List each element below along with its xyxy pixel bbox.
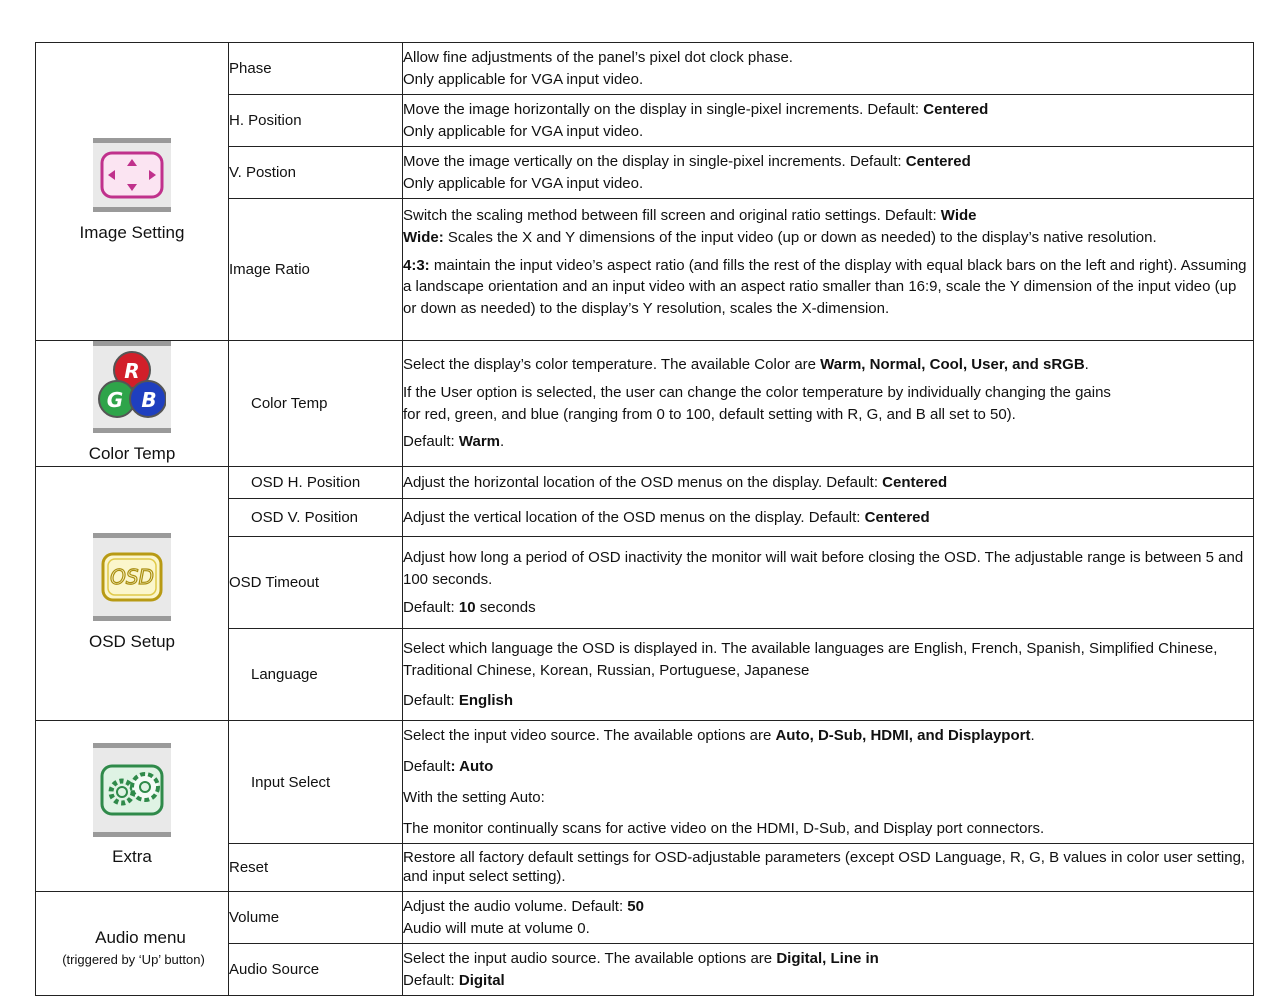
svg-text:OSD: OSD xyxy=(110,565,154,590)
setting-name: Phase xyxy=(229,43,403,95)
category-extra xyxy=(36,721,229,892)
setting-name: H. Position xyxy=(229,95,403,147)
setting-name: Language xyxy=(229,629,403,721)
setting-name: OSD H. Position xyxy=(229,467,403,499)
row-osd-h-position xyxy=(36,467,1254,499)
setting-name: Audio Source xyxy=(229,944,403,996)
setting-name: V. Postion xyxy=(229,147,403,199)
row-input-select xyxy=(36,721,1254,844)
setting-description: Select the display’s color temperature. The available Color are Warm, Normal, Cool, User, and sRGB. If the User option is selected, the user can change the color temperature by individually changing the gains for red, green, and blue (ranging from 0 to 100, default setting with R, G, and B all set to 50). Default: Warm. xyxy=(403,341,1254,467)
category-label: Extra xyxy=(112,847,152,867)
category-label: Color Temp xyxy=(88,443,176,463)
category-sublabel: (triggered by ‘Up’ button) xyxy=(62,951,205,967)
setting-description: Adjust the horizontal location of the OSD menus on the display. Default: Centered xyxy=(403,467,1254,499)
setting-description: Adjust the audio volume. Default: 50 Audio will mute at volume 0. xyxy=(403,892,1254,944)
category-color-temp xyxy=(36,341,229,467)
setting-description: Adjust how long a period of OSD inactivity the monitor will wait before closing the OSD. The adjustable range is between 5 and 100 seconds. Default: 10 seconds xyxy=(403,537,1254,629)
g-letter: G xyxy=(106,388,124,412)
setting-name: Reset xyxy=(229,844,403,892)
setting-description: Select which language the OSD is displayed in. The available languages are English, French, Spanish, Simplified Chinese, Traditional Chinese, Korean, Russian, Portuguese, Japanese Default: English xyxy=(403,629,1254,721)
category-osd-setup xyxy=(36,467,229,721)
category-label: OSD Setup xyxy=(89,631,175,651)
setting-name: Color Temp xyxy=(229,341,403,467)
setting-description: Restore all factory default settings for OSD-adjustable parameters (except OSD Language, R, G, B values in color user setting, and input select setting). xyxy=(403,844,1254,892)
image-setting-icon xyxy=(93,138,171,212)
b-letter: B xyxy=(141,388,157,412)
osd-icon xyxy=(93,533,171,621)
osd-menu-table xyxy=(35,42,1254,996)
setting-description: Select the input audio source. The available options are Digital, Line in Default: Digital xyxy=(403,944,1254,996)
category-audio-menu xyxy=(36,892,229,996)
row-volume xyxy=(36,892,1254,944)
setting-name: Volume xyxy=(229,892,403,944)
category-label: Image Setting xyxy=(79,222,185,242)
setting-name: OSD V. Position xyxy=(229,499,403,537)
gears-icon xyxy=(93,743,171,837)
setting-description: Allow fine adjustments of the panel’s pixel dot clock phase. Only applicable for VGA input video. xyxy=(403,43,1254,95)
setting-name: OSD Timeout xyxy=(229,537,403,629)
category-image-setting xyxy=(36,43,229,341)
r-letter: R xyxy=(124,359,140,383)
setting-description: Adjust the vertical location of the OSD menus on the display. Default: Centered xyxy=(403,499,1254,537)
category-label: Audio menu xyxy=(95,928,186,948)
setting-description: Move the image horizontally on the display in single-pixel increments. Default: Centered Only applicable for VGA input video. xyxy=(403,95,1254,147)
row-color-temp xyxy=(36,341,1254,467)
setting-description: Select the input video source. The available options are Auto, D-Sub, HDMI, and Displayport. Default: Auto With the setting Auto: The monitor continually scans for active video on the HDMI, D-Sub, and Display port connectors. xyxy=(403,721,1254,844)
setting-name: Input Select xyxy=(229,721,403,844)
setting-description: Switch the scaling method between fill screen and original ratio settings. Default: Wide Wide: Scales the X and Y dimensions of the input video (up or down as needed) to the display’s native resolution. 4:3: maintain the input video’s aspect ratio (and fills the rest of the display with equal black bars on the left and right). Assuming a landscape orientation and an input video with an aspect ratio smaller than 16:9, scale the Y dimension of the input video (up or down as needed) to the display’s Y resolution, scales the X-dimension. xyxy=(403,199,1254,341)
row-phase xyxy=(36,43,1254,95)
setting-description: Move the image vertically on the display in single-pixel increments. Default: Centered Only applicable for VGA input video. xyxy=(403,147,1254,199)
setting-name: Image Ratio xyxy=(229,199,403,341)
rgb-color-icon xyxy=(93,341,171,433)
